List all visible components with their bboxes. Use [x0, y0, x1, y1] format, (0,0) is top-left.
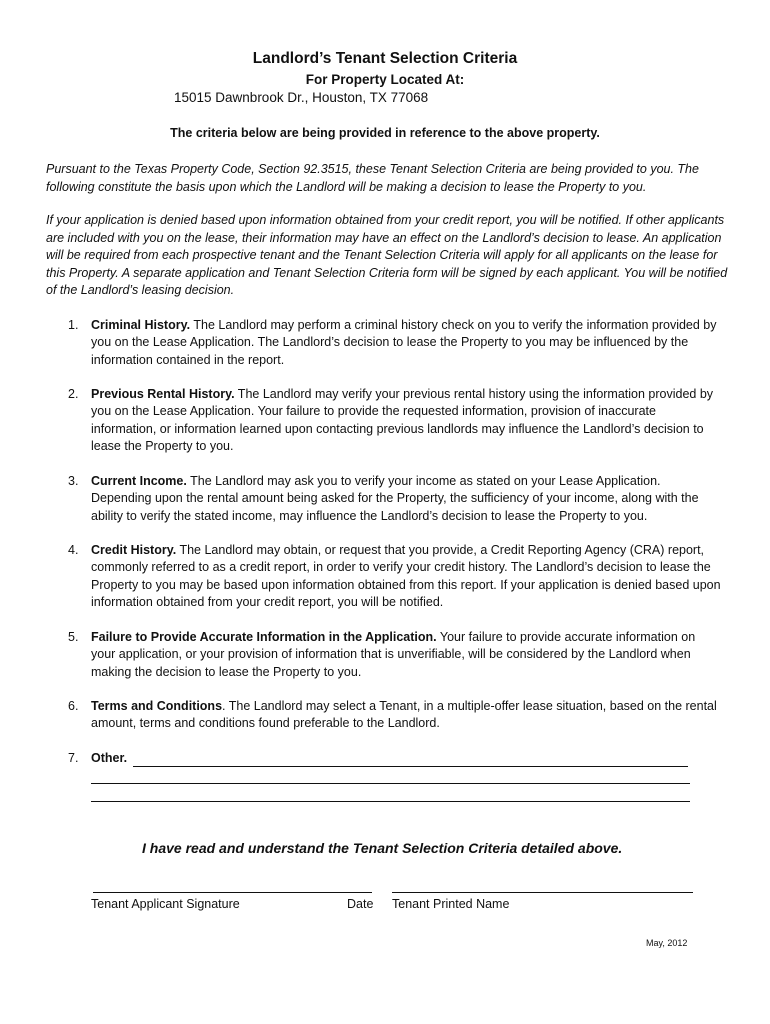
criteria-text: The Landlord may obtain, or request that you provide, a Credit Reporting Agency (CRA) report, commonly referred to as a credit report, in order to verify your credit history. The Landlord’s decision to lease the Property to you may be based upon information obtained from this report. If your application is denied based upon information obtained from your credit report, you will be notified.: [91, 543, 721, 610]
printed-name-line[interactable]: [392, 892, 693, 893]
criteria-number: 1.: [68, 318, 79, 332]
criteria-text: . The Landlord may select a Tenant, in a multiple-offer lease situation, based on the rental amount, terms and conditions found preferable to the Landlord.: [91, 699, 717, 731]
criteria-number: 5.: [68, 630, 79, 644]
signature-label: Tenant Applicant Signature: [91, 897, 240, 911]
criteria-heading: Other.: [91, 751, 128, 765]
printed-name-label: Tenant Printed Name: [392, 897, 510, 911]
intro-statement: The criteria below are being provided in reference to the above property.: [170, 126, 600, 140]
property-address: 15015 Dawnbrook Dr., Houston, TX 77068: [174, 90, 429, 105]
signature-line[interactable]: [93, 892, 372, 893]
criteria-heading: Previous Rental History.: [91, 387, 235, 401]
criteria-text: Your failure to provide accurate information on your application, or your provision of information that is unverifiable, will be considered by the Landlord when making the decision to lease the Property to you.: [91, 630, 696, 679]
criteria-heading: Terms and Conditions: [91, 699, 223, 713]
criteria-number: 7.: [68, 751, 79, 765]
criteria-heading: Criminal History.: [91, 318, 191, 332]
criteria-text: The Landlord may ask you to verify your income as stated on your Lease Application. Depending upon the rental amount being asked for the Property, the sufficiency of your income, along with the ability to verify the stated income, may influence the Landlord’s decision to lease the Property to you.: [91, 474, 699, 523]
criteria-text: The Landlord may perform a criminal history check on you to verify the information provided by you on the Lease Application. The Landlord’s decision to lease the Property to you may be influenced by the information contained in the report.: [91, 318, 717, 367]
criteria-number: 6.: [68, 699, 79, 713]
criteria-number: 3.: [68, 474, 79, 488]
criteria-heading: Failure to Provide Accurate Information in the Application.: [91, 630, 437, 644]
criteria-heading: Current Income.: [91, 474, 187, 488]
date-label: Date: [347, 897, 374, 911]
paragraph-texas-code: Pursuant to the Texas Property Code, Section 92.3515, these Tenant Selection Criteria are being provided to you. The following constitute the basis upon which the Landlord will be making a decision to lease the Property to you.: [46, 162, 699, 194]
revision-date: May, 2012: [646, 938, 688, 948]
other-fill-line-2[interactable]: [91, 783, 690, 784]
page-title: Landlord’s Tenant Selection Criteria: [252, 50, 518, 67]
criteria-heading: Credit History.: [91, 543, 177, 557]
paragraph-application-notice: If your application is denied based upon information obtained from your credit report, you will be notified. If other applicants are included with you on the lease, their information may have an effect on the Landlord’s decision to lease. An application will be required from each prospective tenant and the Tenant Selection Criteria will apply for all applicants on the lease for this Property. A separate application and Tenant Selection Criteria form will be signed by each applicant. You will be notified of the Landlord’s leasing decision.: [46, 213, 728, 297]
property-heading: For Property Located At:: [305, 72, 465, 87]
criteria-number: 2.: [68, 387, 79, 401]
acknowledgement-statement: I have read and understand the Tenant Selection Criteria detailed above.: [142, 840, 623, 856]
criteria-text: The Landlord may verify your previous rental history using the information provided by you on the Lease Application. Your failure to provide the requested information, provision of inaccurate information, or information learned upon contacting previous landlords may influence the Landlord’s decision to lease the Property to you.: [91, 387, 714, 454]
other-fill-line-1[interactable]: [133, 766, 688, 767]
other-fill-line-3[interactable]: [91, 801, 690, 802]
criteria-number: 4.: [68, 543, 79, 557]
